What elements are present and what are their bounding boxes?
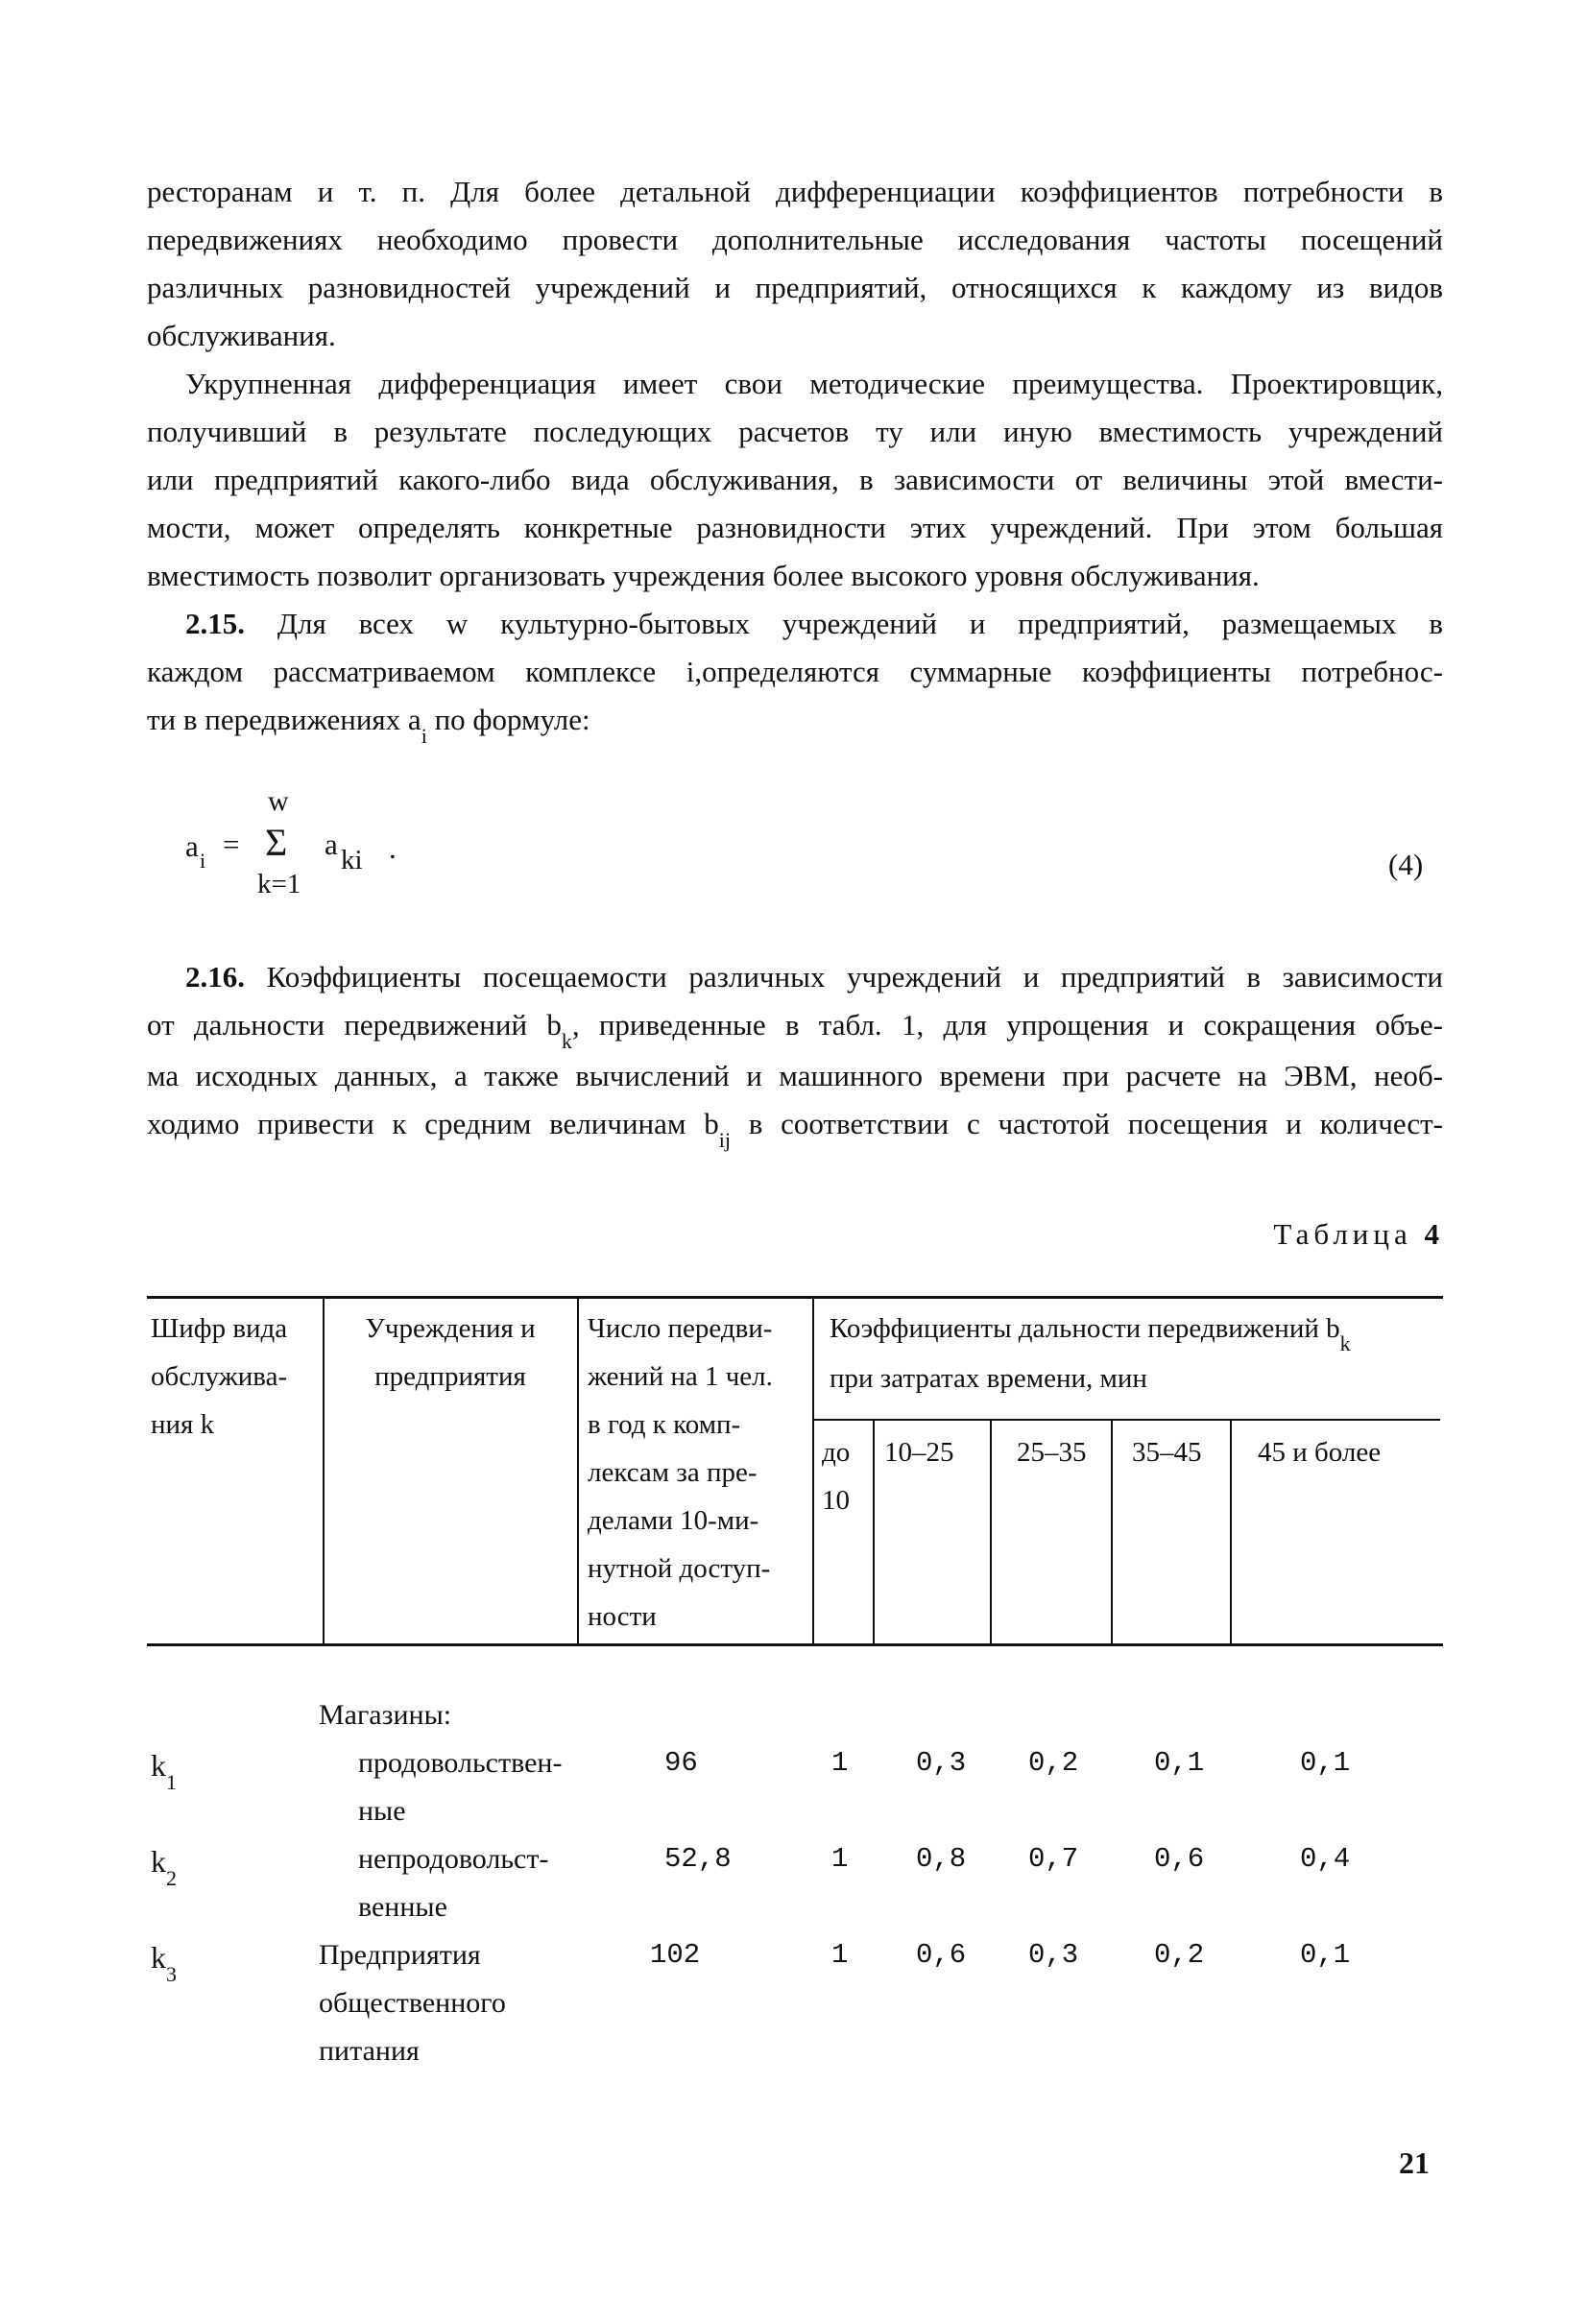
table-column-divider [812, 1298, 814, 1645]
table-subheader-rule [814, 1419, 1440, 1421]
table-column-divider [577, 1298, 579, 1645]
header-line: предприятия [374, 1361, 526, 1392]
header-line: делами 10-ми- [588, 1505, 759, 1536]
header-line: до [822, 1437, 851, 1468]
formula-dot: . [389, 831, 397, 865]
text-line: ма исходных данных, а также вычислений и машинного времени при расчете на ЭВМ, необ- [147, 1059, 1443, 1092]
formula-equals: = [223, 827, 240, 861]
row-value: 0,8 [916, 1843, 967, 1875]
header-service-code [151, 1305, 319, 1449]
row-code [151, 1741, 177, 1793]
paragraph-2-16 [147, 953, 1443, 1151]
table-column-divider [990, 1421, 992, 1645]
text-line [147, 953, 1443, 1001]
name-line: продовольствен- [358, 1747, 563, 1779]
name-line: питания [319, 2035, 420, 2067]
text-line: вместимость позволит организовать учреждения более высокого уровня обслуживания. [147, 559, 1260, 592]
table-column-divider [873, 1421, 875, 1645]
header-institutions [326, 1305, 574, 1401]
text-fragment: от дальности передвижений b [147, 1008, 562, 1042]
header-line: жений на 1 чел. [588, 1361, 773, 1392]
formula-lhs: a [185, 829, 199, 863]
subscript: 1 [166, 1770, 177, 1794]
formula-number: (4) [1388, 848, 1424, 881]
row-value: 0,2 [1154, 1939, 1205, 1971]
table-title-word: Таблица [1273, 1217, 1412, 1251]
row-value: 0,2 [1028, 1747, 1079, 1779]
page-number: 21 [1399, 2145, 1430, 2180]
sum-lower-limit: k=1 [257, 869, 301, 899]
name-line: ные [358, 1795, 406, 1827]
row-value: 0,7 [1028, 1843, 1079, 1875]
header-line: ния k [151, 1409, 215, 1440]
row-value: 1 [831, 1747, 849, 1779]
table-column-divider [323, 1298, 325, 1645]
header-line: в год к комп- [588, 1409, 741, 1440]
table-title-number: 4 [1424, 1217, 1444, 1251]
name-line: непродовольст- [358, 1843, 549, 1875]
text-fragment: по формуле: [426, 703, 590, 736]
subheader-45-plus: 45 и более [1258, 1437, 1382, 1468]
text-line: обслуживания. [147, 319, 336, 352]
header-line: лексам за пре- [588, 1457, 758, 1488]
row-value: 1 [831, 1939, 849, 1971]
header-distance-coefficients [830, 1305, 1444, 1402]
header-line: Учреждения и [365, 1313, 536, 1344]
row-value: 0,1 [1154, 1747, 1205, 1779]
text-line: Укрупненная дифференциация имеет свои методические преимущества. Проектировщик, [185, 367, 1443, 400]
row-value: 0,4 [1300, 1843, 1351, 1875]
header-trips-count [588, 1305, 810, 1641]
text-line [147, 600, 1443, 648]
header-line: 10 [822, 1485, 850, 1516]
text-fragment: в соответствии с частотой посещения и количест- [731, 1107, 1444, 1140]
row-name [358, 1835, 548, 1931]
formula-lhs-subscript: i [200, 849, 206, 873]
row-name [358, 1739, 562, 1835]
name-line: венные [358, 1891, 447, 1923]
text-line [147, 1001, 1443, 1052]
name-line: Предприятия [319, 1939, 481, 1971]
header-line: нутной доступ- [588, 1553, 771, 1584]
name-line: общественного [319, 1987, 506, 2019]
paragraph-2 [147, 360, 1443, 600]
header-line [830, 1305, 1444, 1354]
sum-upper-limit: w [268, 785, 289, 817]
table-top-rule [147, 1296, 1443, 1299]
sigma-symbol: Σ [265, 821, 288, 864]
subheader-10-25: 10–25 [884, 1437, 954, 1468]
text-line [147, 696, 1443, 747]
table-title [1273, 1217, 1444, 1252]
row-value: 0,6 [916, 1939, 967, 1971]
text-line: различных разновидностей учреждений и предприятий, относящихся к каждому из видов [147, 271, 1443, 304]
group-label: Магазины: [319, 1699, 452, 1731]
row-code [151, 1933, 177, 1985]
paragraph-1 [147, 168, 1443, 360]
text-fragment: ти в передвижениях a [147, 703, 421, 736]
row-count: 102 [650, 1939, 701, 1971]
row-count: 96 [664, 1747, 698, 1779]
subheader-35-45: 35–45 [1132, 1437, 1202, 1468]
subscript: ij [718, 1128, 731, 1152]
subheader-25-35: 25–35 [1017, 1437, 1087, 1468]
header-line: обслужива- [151, 1361, 288, 1392]
subscript: 3 [166, 1962, 177, 1986]
paragraph-2-15 [147, 600, 1443, 747]
header-text: Коэффициенты дальности передвижений b [830, 1313, 1340, 1344]
row-value: 0,3 [916, 1747, 967, 1779]
subscript: 2 [166, 1866, 177, 1890]
header-line: при затратах времени, мин [830, 1363, 1147, 1394]
row-value: 1 [831, 1843, 849, 1875]
text-line: каждом рассматриваемом комплексе i,определяются суммарные коэффициенты потребнос- [147, 655, 1443, 688]
text-fragment: , приведенные в табл. 1, для упрощения и сокращения объе- [571, 1008, 1443, 1042]
text-line: или предприятий какого-либо вида обслуживания, в зависимости от величины этой вмести- [147, 463, 1443, 496]
code-letter: k [151, 1940, 166, 1975]
table-column-divider [1230, 1421, 1232, 1645]
table-column-divider [1111, 1421, 1113, 1645]
table-header-bottom-rule [147, 1643, 1443, 1646]
row-value: 0,6 [1154, 1843, 1205, 1875]
section-number: 2.16. [185, 960, 245, 994]
subheader-up-to-10 [822, 1428, 870, 1524]
subscript: k [1339, 1331, 1351, 1355]
row-count: 52,8 [664, 1843, 732, 1875]
text-fragment: ходимо привести к средним величинам b [147, 1107, 719, 1140]
formula-term-subscript: ki [341, 845, 363, 875]
row-value: 0,3 [1028, 1939, 1079, 1971]
header-line: Шифр вида [151, 1313, 288, 1344]
subscript: i [421, 724, 427, 748]
text-line: ресторанам и т. п. Для более детальной дифференциации коэффициентов потребности в [147, 175, 1443, 208]
code-letter: k [151, 1748, 166, 1783]
text-line: получивший в результате последующих расчетов ту или иную вместимость учреждений [147, 415, 1443, 448]
row-value: 0,1 [1300, 1747, 1351, 1779]
row-value: 0,1 [1300, 1939, 1351, 1971]
text-line: мости, может определять конкретные разновидности этих учреждений. При этом большая [147, 511, 1443, 544]
text-fragment: Для всех w культурно-бытовых учреждений и предприятий, размещаемых в [277, 607, 1444, 640]
text-line: передвижениях необходимо провести дополнительные исследования частоты посещений [147, 223, 1443, 256]
formula-term: a [325, 827, 338, 861]
header-line: ности [588, 1601, 657, 1632]
row-code [151, 1837, 177, 1889]
text-line [147, 1100, 1443, 1151]
code-letter: k [151, 1844, 166, 1879]
row-name [319, 1931, 506, 2075]
section-number: 2.15. [185, 607, 245, 640]
text-fragment: Коэффициенты посещаемости различных учреждений и предприятий в зависимости [266, 960, 1444, 994]
subscript: k [561, 1029, 572, 1053]
header-line: Число передви- [588, 1313, 773, 1344]
